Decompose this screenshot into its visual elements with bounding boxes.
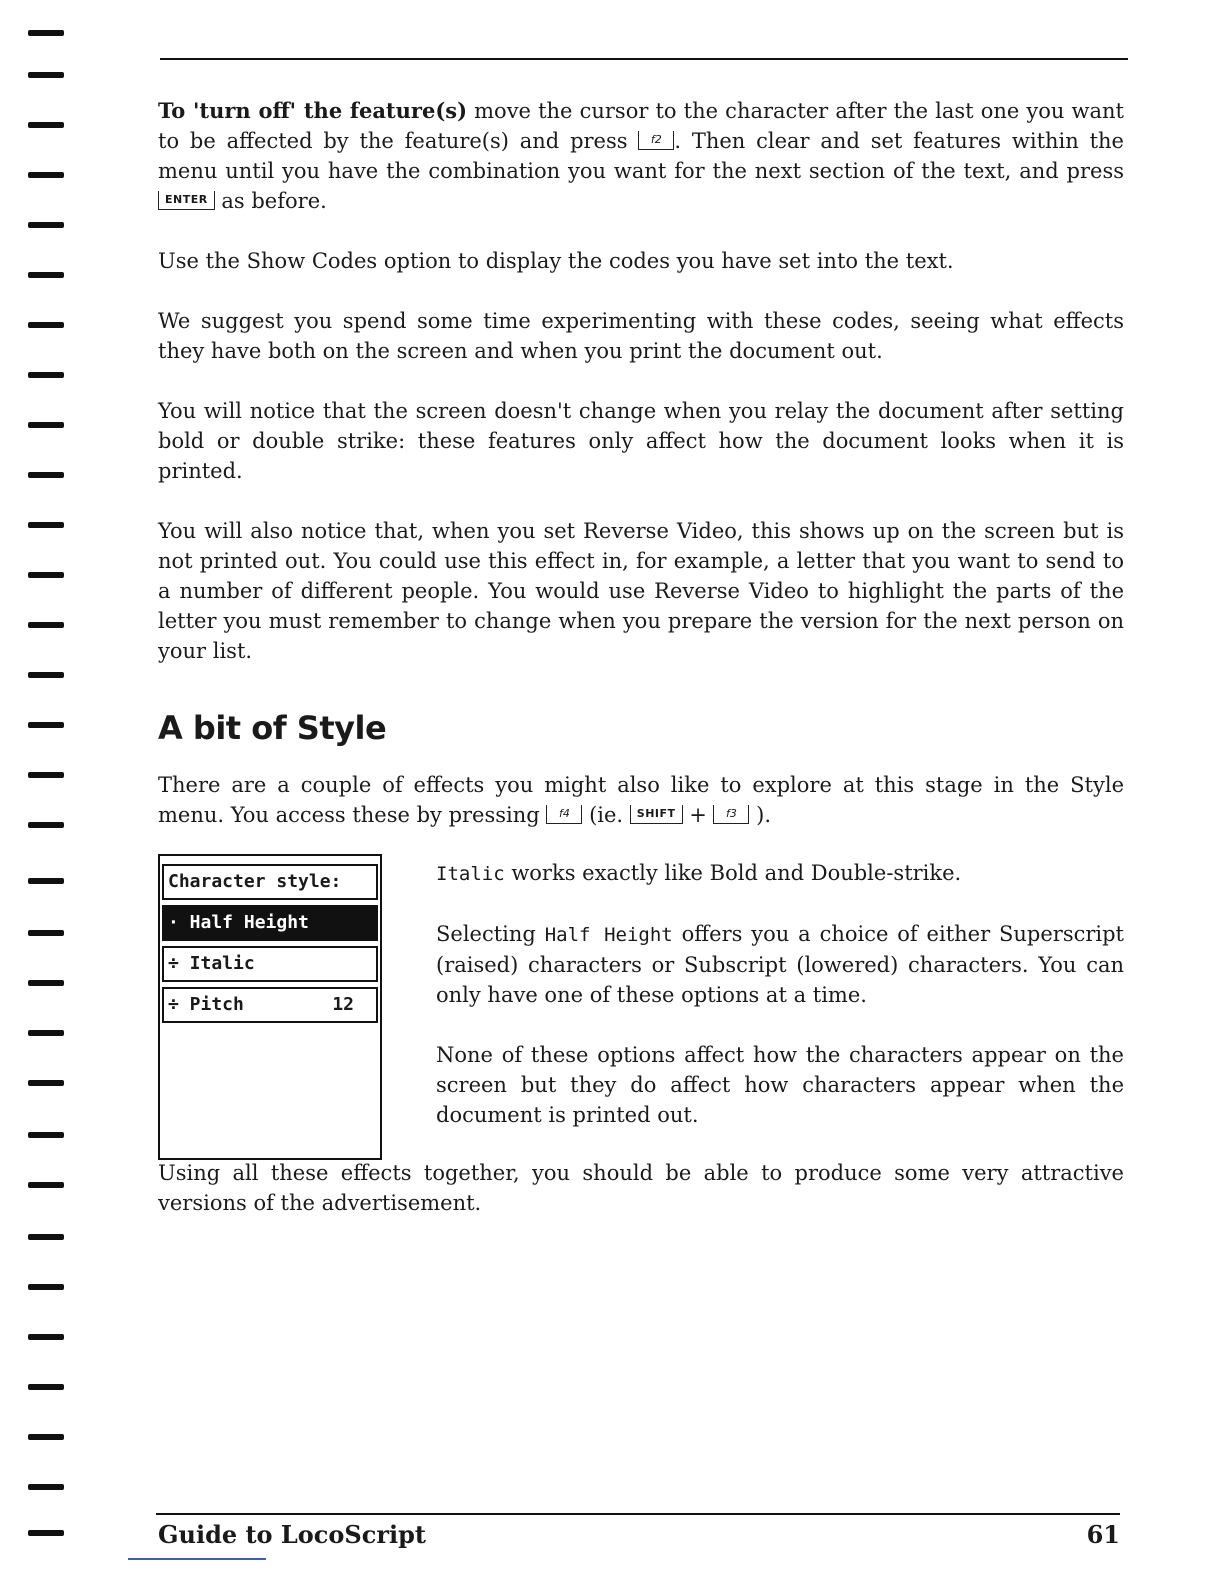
code-text: Italic — [436, 863, 505, 885]
shift-key-icon: SHIFT — [630, 805, 683, 824]
perforation-mark — [28, 1384, 64, 1390]
menu-item-pitch[interactable] — [162, 987, 378, 1023]
perforation-mark — [28, 878, 64, 884]
perforation-mark — [28, 1434, 64, 1440]
text: ). — [749, 803, 772, 827]
perforation-mark — [28, 172, 64, 178]
menu-item-italic[interactable] — [162, 946, 378, 982]
perforation-mark — [28, 122, 64, 128]
perforation-mark — [28, 822, 64, 828]
paragraph-using-all: Using all these effects together, you should be able to produce some very attractive versions of the advertisement. — [158, 1161, 1124, 1215]
style-description — [436, 858, 1124, 1160]
character-style-menu — [158, 854, 382, 1160]
perforation-mark — [28, 672, 64, 678]
blue-underline — [128, 1558, 266, 1560]
perforation-mark — [28, 1284, 64, 1290]
perforation-mark — [28, 1484, 64, 1490]
top-rule — [160, 58, 1128, 60]
perforation-mark — [28, 622, 64, 628]
page-number: 61 — [1086, 1520, 1120, 1549]
perforation-mark — [28, 72, 64, 78]
paragraph-reverse-video: You will also notice that, when you set Reverse Video, this shows up on the screen but is not printed out. You could use this effect in, for example, a letter that you want to send to a number of different people. You would use Reverse Video to highlight the parts of the letter you must remember to change when you prepare the version for the next person on your list. — [158, 519, 1124, 663]
perforation-mark — [28, 222, 64, 228]
text: . Then clear and set features within the menu until you have the combination you want for the next section of the text, and press — [158, 129, 1124, 183]
f2-key-icon: f2 — [638, 131, 674, 150]
perforation-mark — [28, 1182, 64, 1188]
paragraph-turn-off — [158, 96, 1124, 216]
perforation-mark — [28, 272, 64, 278]
lead-bold: To 'turn off' the feature(s) — [158, 98, 468, 123]
paragraph-suggest: We suggest you spend some time experimenting with these codes, seeing what effects they have both on the screen and when you print the document out. — [158, 309, 1124, 363]
perforation-mark — [28, 372, 64, 378]
perforation-mark — [28, 1234, 64, 1240]
f3-key-icon: f3 — [713, 805, 749, 824]
text: + — [682, 803, 714, 827]
text: as before. — [214, 189, 327, 213]
paragraph-none-affect: None of these options affect how the characters appear on the screen but they do affect how characters appear when the document is printed out. — [436, 1043, 1124, 1127]
text: offers you a choice of either Superscript (raised) characters or Subscript (lowered) characters. You can only have one of these options at a time. — [436, 922, 1124, 1007]
footer-title: Guide to LocoScript — [158, 1520, 426, 1549]
pitch-value: 12 — [332, 994, 354, 1015]
code-text: Half Height — [544, 924, 673, 946]
text: works exactly like Bold and Double-strike. — [504, 861, 962, 885]
perforation-mark — [28, 322, 64, 328]
page-body — [158, 96, 1124, 1248]
perforation-mark — [28, 472, 64, 478]
perforation-mark — [28, 980, 64, 986]
perforation-mark — [28, 930, 64, 936]
bottom-rule — [156, 1513, 1120, 1515]
perforation-mark — [28, 1334, 64, 1340]
style-section — [158, 858, 1124, 1160]
text: Selecting — [436, 922, 545, 946]
menu-item-label: ÷ Italic — [168, 953, 255, 974]
menu-item-half-height[interactable] — [162, 905, 378, 941]
f4-key-icon: f4 — [546, 805, 582, 824]
menu-item-label: · Half Height — [168, 912, 309, 933]
perforation-mark — [28, 1030, 64, 1036]
text: move the cursor to the character after the last one you want to be affected by the feature(s) and press — [158, 99, 1124, 153]
paragraph-notice: You will notice that the screen doesn't change when you relay the document after setting bold or double strike: these features only affect how the document looks when it is printed. — [158, 399, 1124, 483]
perforation-mark — [28, 772, 64, 778]
perforation-mark — [28, 722, 64, 728]
enter-key-icon: ENTER — [158, 191, 215, 210]
paragraph-italic — [436, 858, 1124, 889]
paragraph-half-height — [436, 919, 1124, 1010]
perforation-mark — [28, 422, 64, 428]
perforation-mark — [28, 1080, 64, 1086]
text: (ie. — [582, 803, 630, 827]
perforation-mark — [28, 30, 64, 36]
text: There are a couple of effects you might also like to explore at this stage in the Style menu. You access these by pressing — [158, 773, 1124, 827]
paragraph-show-codes: Use the Show Codes option to display the codes you have set into the text. — [158, 249, 954, 273]
perforation-mark — [28, 1132, 64, 1138]
perforation-mark — [28, 1530, 64, 1536]
perforation-mark — [28, 522, 64, 528]
menu-title: Character style: — [162, 864, 378, 900]
paragraph-style-menu — [158, 770, 1124, 830]
section-heading: A bit of Style — [158, 709, 387, 747]
menu-item-label: ÷ Pitch — [168, 994, 244, 1015]
perforation-mark — [28, 572, 64, 578]
